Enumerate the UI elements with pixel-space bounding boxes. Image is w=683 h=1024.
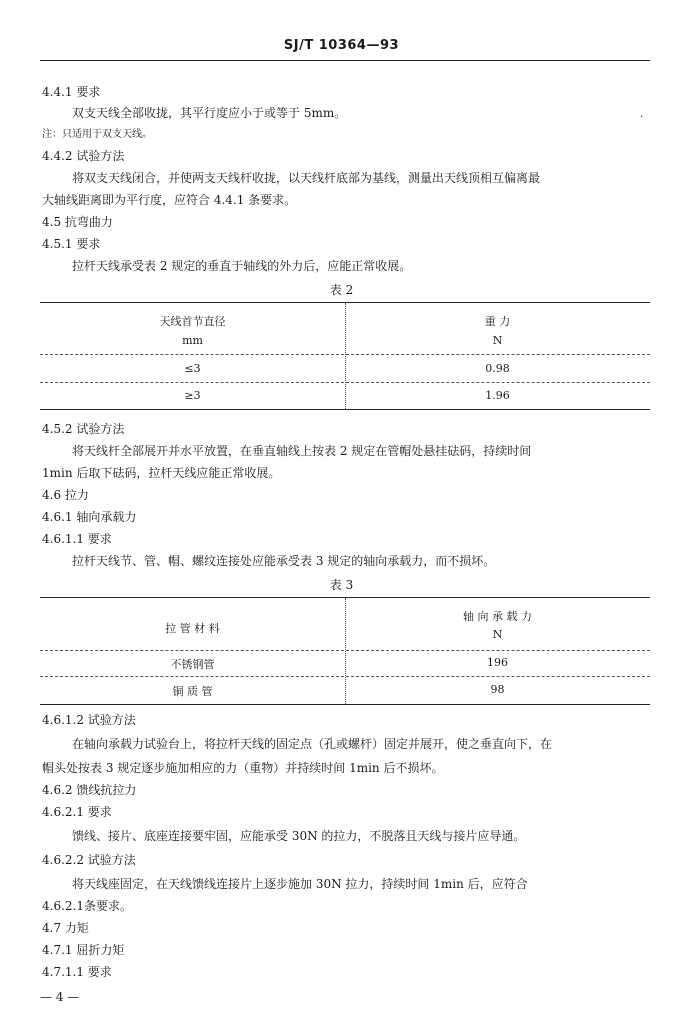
heading-4-6: 4.6 拉力	[42, 488, 89, 502]
table-2-row-1-diameter: ≤3	[184, 362, 201, 375]
table-3-header-material: 拉 管 材 料	[165, 622, 220, 635]
heading-4-7-1: 4.7.1 屈折力矩	[42, 943, 125, 957]
paragraph-line: 将天线杆全部展开并水平放置，在垂直轴线上按表 2 规定在管帽处悬挂砝码，持续时间	[72, 444, 532, 458]
page-number: — 4 —	[40, 990, 80, 1004]
stray-mark: ·	[640, 112, 644, 123]
paragraph-line: 帽头处按表 3 规定逐步施加相应的力（重物）并持续时间 1min 后不损坏。	[42, 761, 444, 775]
paragraph-line: 馈线、接片、底座连接要牢固，应能承受 30N 的拉力，不脱落且天线与接片应导通。	[72, 829, 526, 843]
heading-4-6-1: 4.6.1 轴向承载力	[42, 510, 137, 524]
heading-4-4-1: 4.4.1 要求	[42, 85, 101, 99]
heading-4-7: 4.7 力矩	[42, 921, 89, 935]
header-rule	[40, 60, 650, 61]
table-3-header-rule	[40, 650, 650, 651]
paragraph-line: 4.6.2.1条要求。	[42, 899, 132, 913]
heading-4-7-1-1: 4.7.1.1 要求	[42, 965, 112, 979]
heading-4-5-1: 4.5.1 要求	[42, 237, 101, 251]
paragraph-line: 将双支天线闭合，并使两支天线杆收拢，以天线杆底部为基线，测量出天线顶相互偏离最	[72, 171, 541, 185]
standard-header: SJ/T 10364—93	[283, 38, 400, 53]
table-3-row-rule	[40, 676, 650, 677]
table-2-row-1-force: 0.98	[485, 362, 510, 375]
table-3-header-load: 轴 向 承 载 力	[463, 610, 532, 623]
heading-4-4-2: 4.4.2 试验方法	[42, 149, 125, 163]
table-3-row-2-material: 铜 质 管	[172, 685, 213, 698]
heading-4-6-2-1: 4.6.2.1 要求	[42, 805, 112, 819]
table-2-bottom-rule	[40, 409, 650, 410]
paragraph-line: 在轴向承载力试验台上，将拉杆天线的固定点（孔或螺杆）固定并展开，使之垂直向下，在	[72, 737, 553, 751]
table-2-caption: 表 2	[329, 283, 354, 297]
table-3-row-1-material: 不锈钢管	[170, 658, 215, 671]
table-2-header-rule	[40, 354, 650, 355]
table-3-bottom-rule	[40, 704, 650, 705]
heading-4-6-1-1: 4.6.1.1 要求	[42, 532, 112, 546]
paragraph-line: 双支天线全部收拢，其平行度应小于或等于 5mm。	[72, 106, 347, 120]
table-3-caption: 表 3	[329, 578, 354, 592]
table-2-header-force-unit: N	[492, 334, 503, 347]
heading-4-6-2: 4.6.2 馈线抗拉力	[42, 783, 137, 797]
table-2-row-2-diameter: ≥3	[184, 389, 201, 402]
heading-4-5: 4.5 抗弯曲力	[42, 215, 113, 229]
note-line: 注：只适用于双支天线。	[42, 129, 152, 140]
paragraph-line: 拉杆天线节、管、帽、螺纹连接处应能承受表 3 规定的轴向承载力，而不损坏。	[72, 554, 496, 568]
heading-4-6-1-2: 4.6.1.2 试验方法	[42, 713, 136, 727]
heading-4-6-2-2: 4.6.2.2 试验方法	[42, 853, 136, 867]
paragraph-line: 1min 后取下砝码，拉杆天线应能正常收展。	[42, 466, 281, 480]
table-2-header-force: 重 力	[484, 315, 511, 328]
table-3-header-load-unit: N	[492, 628, 503, 641]
table-3-row-1-load: 196	[487, 656, 508, 669]
heading-4-5-2: 4.5.2 试验方法	[42, 422, 125, 436]
paragraph-line: 将天线座固定，在天线馈线连接片上逐步施加 30N 拉力，持续时间 1min 后，应符合	[72, 877, 528, 891]
table-3-row-2-load: 98	[490, 683, 505, 696]
paragraph-line: 大轴线距离即为平行度，应符合 4.4.1 条要求。	[42, 193, 297, 207]
table-2-row-2-force: 1.96	[485, 389, 510, 402]
paragraph-line: 拉杆天线承受表 2 规定的垂直于轴线的外力后，应能正常收展。	[72, 259, 412, 273]
table-2-header-diameter: 天线首节直径	[159, 315, 226, 328]
table-2-row-rule	[40, 382, 650, 383]
table-2-header-diameter-unit: mm	[182, 334, 203, 347]
